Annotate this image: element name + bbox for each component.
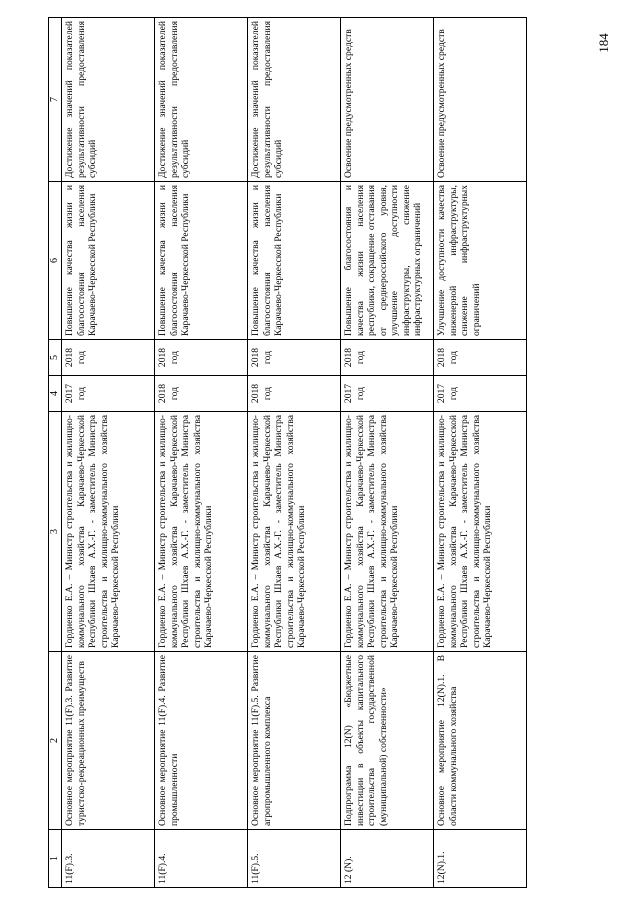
table-row — [155, 18, 248, 888]
row-responsible: Гордиенко Е.А. – Министр строительства и жилищно-коммунального хозяйства Карачаево-Черкесской Республики Шхаев А.Х.-Г. - заместитель Министра строительства и жилищно-коммунального хозяйства Карачаево-Черкесской Республики — [155, 412, 248, 652]
row-link: Достижение значений показателей результативности предоставления субсидий — [248, 18, 341, 182]
row-code: 11(F).3. — [62, 830, 155, 888]
row-name: Основное мероприятие 11(F).3. Развитие туристско-рекреационных преимуществ — [62, 652, 155, 830]
rotated-page — [48, 18, 622, 888]
header-cell-1: 1 — [49, 830, 62, 888]
row-responsible: Гордиенко Е.А. – Министр строительства и жилищно-коммунального хозяйства Карачаево-Черкесской Республики Шхаев А.Х.-Г. - заместитель Министра строительства и жилищно-коммунального хозяйства Карачаево-Черкесской Республики — [434, 412, 527, 652]
row-responsible: Гордиенко Е.А. – Министр строительства и жилищно-коммунального хозяйства Карачаево-Черкесской Республики Шхаев А.Х.-Г. - заместитель Министра строительства и жилищно-коммунального хозяйства Карачаево-Черкесской Республики — [62, 412, 155, 652]
row-link: Достижение значений показателей результативности предоставления субсидий — [155, 18, 248, 182]
header-cell-2: 2 — [49, 652, 62, 830]
header-row — [49, 18, 62, 888]
header-cell-5: 5 — [49, 340, 62, 376]
row-result: Повышение благосостояния и качества жизни населения республики, сокращение отставания от среднероссийского уровня, улучшение доступности инфраструктуры, снижение инфраструктурных ограничений — [341, 182, 434, 340]
row-end: 2018 год — [434, 340, 527, 376]
row-responsible: Гордиенко Е.А. – Министр строительства и жилищно-коммунального хозяйства Карачаево-Черкесской Республики Шхаев А.Х.-Г. - заместитель Министра строительства и жилищно-коммунального хозяйства Карачаево-Черкесской Республики — [248, 412, 341, 652]
row-result: Улучшение доступности качества инженерной инфраструктуры, снижение инфраструктурных ограничений — [434, 182, 527, 340]
header-cell-7: 7 — [49, 18, 62, 182]
row-name: Подпрограмма 12(N) «Бюджетные инвестиции в объекты капитального строительства государственной (муниципальной) собственности» — [341, 652, 434, 830]
row-link: Освоение предусмотренных средств — [341, 18, 434, 182]
row-result: Повышение качества жизни и благосостояния населения Карачаево-Черкесской Республики — [155, 182, 248, 340]
row-code: 12 (N). — [341, 830, 434, 888]
row-result: Повышение качества жизни и благосостояния населения Карачаево-Черкесской Республики — [62, 182, 155, 340]
table-row — [434, 18, 527, 888]
row-code: 11(F).4. — [155, 830, 248, 888]
row-result: Повышение качества жизни и благосостояния населения Карачаево-Черкесской Республики — [248, 182, 341, 340]
table-row — [248, 18, 341, 888]
row-start: 2017 год — [341, 376, 434, 412]
header-cell-3: 3 — [49, 412, 62, 652]
row-end: 2018 год — [341, 340, 434, 376]
row-link: Освоение предусмотренных средств — [434, 18, 527, 182]
row-code: 12(N).1. — [434, 830, 527, 888]
row-code: 11(F).5. — [248, 830, 341, 888]
row-start: 2017 год — [434, 376, 527, 412]
header-cell-4: 4 — [49, 376, 62, 412]
row-start: 2018 год — [155, 376, 248, 412]
program-table — [48, 17, 527, 888]
row-name: Основное мероприятие 12(N).1. В области коммунального хозяйства — [434, 652, 527, 830]
row-link: Достижение значений показателей результативности предоставления субсидий — [62, 18, 155, 182]
table-row — [341, 18, 434, 888]
row-end: 2018 год — [62, 340, 155, 376]
row-start: 2017 год — [62, 376, 155, 412]
row-end: 2018 год — [248, 340, 341, 376]
row-start: 2018 год — [248, 376, 341, 412]
row-name: Основное мероприятие 11(F).5. Развитие агропромышленного комплекса — [248, 652, 341, 830]
page-number-text: 184 — [596, 33, 611, 53]
row-name: Основное мероприятие 11(F).4. Развитие промышленности — [155, 652, 248, 830]
header-cell-6: 6 — [49, 182, 62, 340]
row-responsible: Гордиенко Е.А. – Министр строительства и жилищно-коммунального хозяйства Карачаево-Черкесской Республики Шхаев А.Х.-Г. - заместитель Министра строительства и жилищно-коммунального хозяйства Карачаево-Черкесской Республики — [341, 412, 434, 652]
table-row — [62, 18, 155, 888]
row-end: 2018 год — [155, 340, 248, 376]
